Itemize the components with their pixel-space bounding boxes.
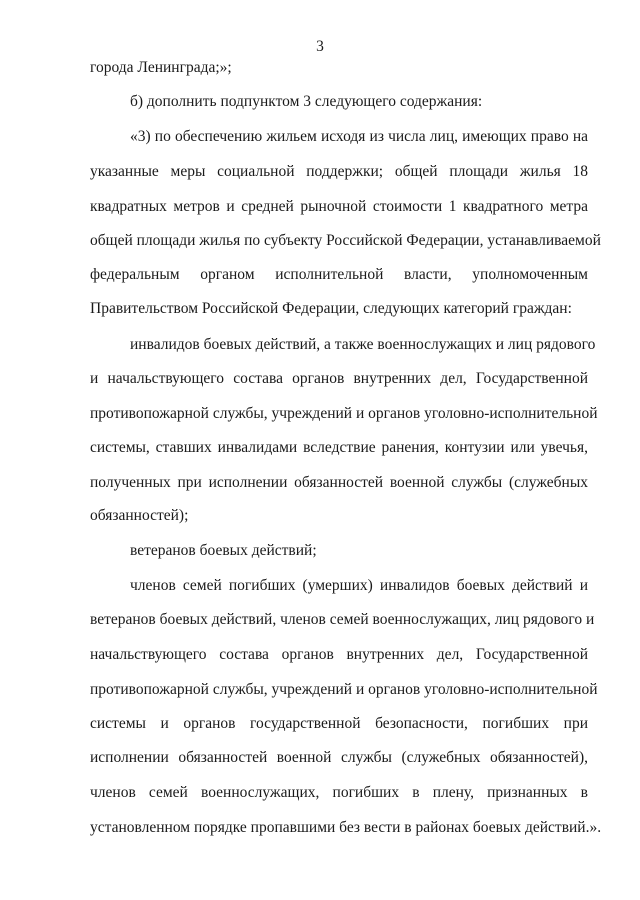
- text-line: полученных при исполнении обязанностей военной службы (служебных: [90, 474, 588, 491]
- text-line: Правительством Российской Федерации, следующих категорий граждан:: [90, 300, 572, 317]
- text-line: начальствующего состава органов внутренних дел, Государственной: [90, 646, 588, 663]
- text-line: ветеранов боевых действий, членов семей военнослужащих, лиц рядового и: [90, 611, 595, 628]
- text-line: указанные меры социальной поддержки; общей площади жилья 18: [90, 163, 588, 180]
- text-line: противопожарной службы, учреждений и органов уголовно-исполнительной: [90, 681, 598, 698]
- text-line: противопожарной службы, учреждений и органов уголовно-исполнительной: [90, 405, 598, 422]
- text-line: инвалидов боевых действий, а также военнослужащих и лиц рядового: [130, 336, 596, 353]
- text-line: системы, ставших инвалидами вследствие ранения, контузии или увечья,: [90, 439, 588, 456]
- text-line: квадратных метров и средней рыночной стоимости 1 квадратного метра: [90, 198, 588, 215]
- text-line: города Ленинграда;»;: [90, 59, 232, 76]
- text-line: б) дополнить подпунктом 3 следующего содержания:: [130, 93, 483, 110]
- text-line: членов семей военнослужащих, погибших в плену, признанных в: [90, 784, 588, 801]
- text-line: установленном порядке пропавшими без вести в районах боевых действий.».: [90, 819, 602, 836]
- text-line: «3) по обеспечению жильем исходя из числа лиц, имеющих право на: [130, 128, 588, 145]
- text-line: членов семей погибших (умерших) инвалидов боевых действий и: [130, 577, 588, 594]
- text-line: федеральным органом исполнительной власти, уполномоченным: [90, 266, 588, 283]
- text-line: системы и органов государственной безопасности, погибших при: [90, 715, 588, 732]
- page-number: 3: [316, 38, 324, 55]
- text-line: обязанностей);: [90, 507, 189, 524]
- text-line: ветеранов боевых действий;: [130, 542, 317, 559]
- text-line: общей площади жилья по субъекту Российской Федерации, устанавливаемой: [90, 232, 601, 249]
- text-line: исполнении обязанностей военной службы (служебных обязанностей),: [90, 749, 588, 766]
- text-line: и начальствующего состава органов внутренних дел, Государственной: [90, 370, 588, 387]
